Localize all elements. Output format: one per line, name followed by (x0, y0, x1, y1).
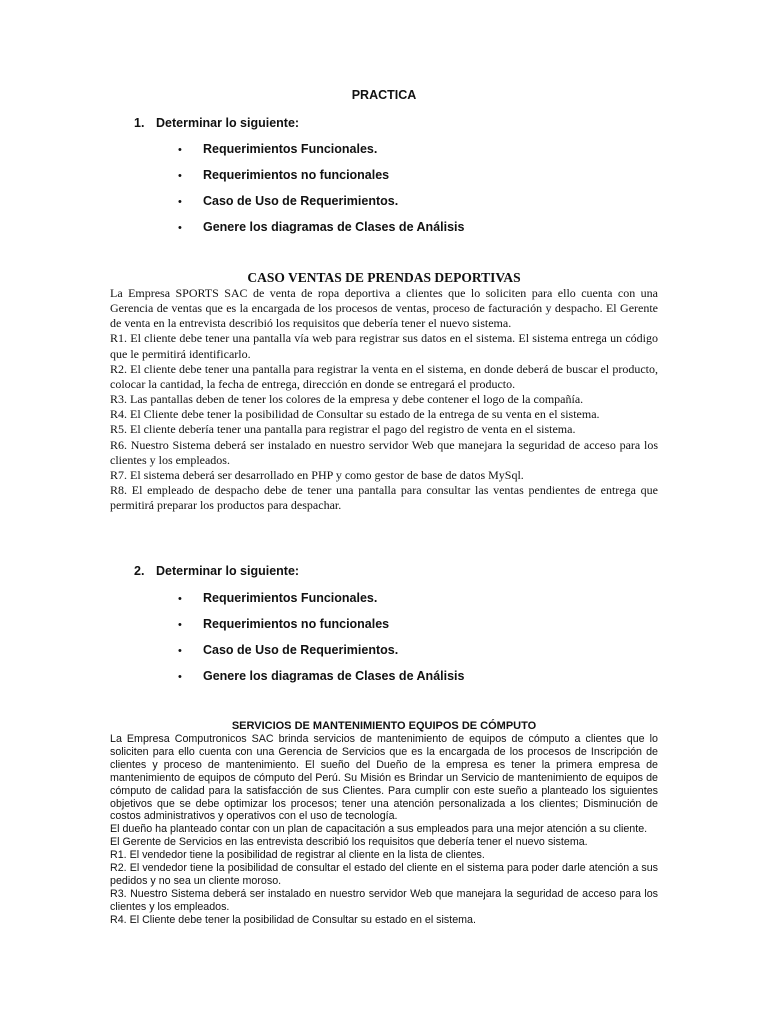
question-2-heading (134, 564, 299, 578)
question-2-list (178, 590, 464, 694)
paragraph: La Empresa SPORTS SAC de venta de ropa deportiva a clientes que lo soliciten para ello cuenta con una Gerencia de ventas que es la encargada de los procesos de ventas, proceso de facturación y despacho. El Gerente de venta en la entrevista describió los requisitos que debería tener el nuevo sistema. (110, 286, 658, 331)
case-1-title: CASO VENTAS DE PRENDAS DEPORTIVAS (247, 270, 521, 285)
requirement: R7. El sistema deberá ser desarrollado en PHP y como gestor de base de datos MySql. (110, 467, 524, 482)
question-1-text: Determinar lo siguiente: (156, 116, 300, 130)
bullet-icon: • (178, 671, 182, 683)
page-title: PRACTICA (351, 88, 417, 102)
requirement: R6. Nuestro Sistema deberá ser instalado en nuestro servidor Web que manejara la seguridad de acceso para los clientes y los empleados. (110, 437, 658, 467)
bullet-icon: • (178, 645, 182, 657)
requirement: R2. El vendedor tiene la posibilidad de consultar el estado del cliente en el sistema para poder darle atención a sus pedidos y no sea un cliente moroso. (110, 862, 658, 887)
bullet-icon: • (178, 593, 182, 605)
requirement: R3. Nuestro Sistema deberá ser instalado en nuestro servidor Web que manejara la seguridad de acceso para los clientes y los empleados. (110, 887, 658, 913)
question-1-number: 1. (134, 116, 145, 130)
list-item: • Requerimientos no funcionales (178, 168, 390, 182)
question-2-text: Determinar lo siguiente: (156, 564, 300, 578)
list-item: • Requerimientos no funcionales (178, 617, 390, 631)
question-2-number: 2. (134, 564, 145, 578)
paragraph: La Empresa Computronicos SAC brinda servicios de mantenimiento de equipos de cómputo a clientes que lo soliciten para ello cuenta con una Gerencia de Servicios que es la encargada de los procesos de Inscripción de clientes y proceso de mantenimiento. El sueño del Dueño de la empresa es tener la primera empresa de mantenimiento de equipos de cómputo del Perú. Su Misión es Brindar un Servicio de mantenimiento de equipos de cómputo de calidad para la satisfacción de sus Clientes. Para cumplir con este sueño a planteado los siguientes objetivos que se debe optimizar los procesos; tener una atención personalizada a los clientes; Disminución de costos administrativos y operativos con el uso de tecnología. (110, 733, 658, 823)
list-item: • Requerimientos Funcionales. (178, 142, 378, 156)
list-item: • Caso de Uso de Requerimientos. (178, 194, 399, 208)
list-item: • Caso de Uso de Requerimientos. (178, 643, 399, 657)
bullet-icon: • (178, 222, 182, 234)
bullet-icon: • (178, 619, 182, 631)
requirement: R1. El cliente debe tener una pantalla vía web para registrar sus datos en el sistema. El sistema entrega un código que le permitirá identificarlo. (110, 331, 658, 361)
requirement: R1. El vendedor tiene la posibilidad de registrar al cliente en la lista de clientes. (110, 849, 485, 862)
case-2-body (110, 733, 658, 927)
bullet-icon: • (178, 196, 182, 208)
list-item: • Requerimientos Funcionales. (178, 591, 378, 605)
requirement: R2. El cliente debe tener una pantalla para registrar la venta en el sistema, en donde deberá de buscar el producto, colocar la cantidad, la fecha de entrega, dirección en donde se entregará el producto. (110, 361, 658, 391)
paragraph: El dueño ha planteado contar con un plan de capacitación a sus empleados para una mejor atención a su cliente. (110, 823, 648, 836)
bullet-icon: • (178, 170, 182, 182)
case-1-body (110, 286, 658, 513)
question-1-heading (134, 116, 299, 130)
requirement: R3. Las pantallas deben de tener los colores de la empresa y debe contener el logo de la compañía. (110, 392, 584, 407)
requirement: R8. El empleado de despacho debe de tener una pantalla para consultar las ventas pendientes de entrega que permitirá preparar los productos para despachar. (110, 483, 658, 513)
question-1-list (178, 141, 464, 245)
list-item: • Genere los diagramas de Clases de Análisis (178, 220, 465, 234)
requirement: R4. El Cliente debe tener la posibilidad de Consultar su estado de la entrega de su venta en el sistema. (110, 407, 600, 422)
case-2-title: SERVICIOS DE MANTENIMIENTO EQUIPOS DE CÓMPUTO (231, 720, 537, 732)
list-item: • Genere los diagramas de Clases de Análisis (178, 669, 465, 683)
requirement: R5. El cliente debería tener una pantalla para registrar el pago del registro de venta en el sistema. (110, 422, 576, 437)
requirement: R4. El Cliente debe tener la posibilidad de Consultar su estado en el sistema. (110, 913, 476, 926)
paragraph: El Gerente de Servicios en las entrevista describió los requisitos que debería tener el nuevo sistema. (110, 836, 588, 849)
bullet-icon: • (178, 144, 182, 156)
